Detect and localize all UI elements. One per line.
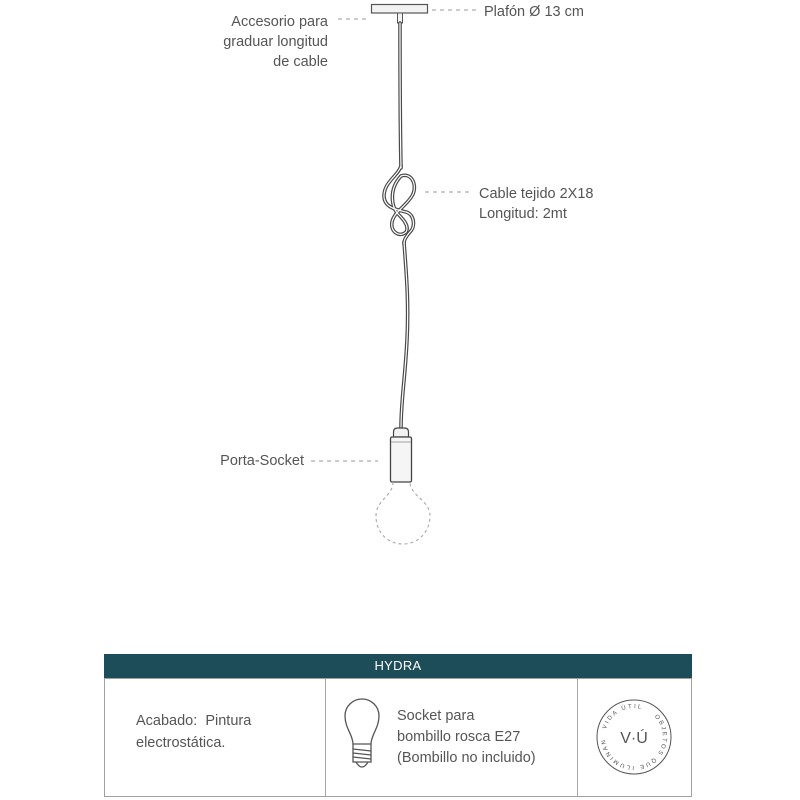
leader-lines — [311, 10, 477, 461]
adjuster-label-line-2: graduar longitud — [223, 34, 328, 50]
bulb-info-line-3: (Bombillo no incluido) — [397, 750, 536, 766]
cable-label-line-1: Cable tejido 2X18 — [479, 186, 594, 202]
logo-ring-text: OBJETOS QUE ILUMINAN — [600, 713, 668, 771]
bulb-outline-dashed — [376, 482, 430, 544]
socket-holder-label: Porta-Socket — [220, 453, 304, 469]
braided-cable — [384, 23, 414, 428]
logo-top-text: VIDA ÚTIL — [602, 703, 643, 731]
bulb-info-line-1: Socket para — [397, 708, 475, 724]
bulb-info-line-2: bombillo rosca E27 — [397, 729, 521, 745]
adjuster-label-line-3: de cable — [273, 54, 328, 70]
logo-mark: V·Ú — [620, 730, 648, 747]
table-divider — [577, 679, 578, 796]
finish-text-line-1: Acabado: Pintura — [136, 713, 252, 729]
canopy-label: Plafón Ø 13 cm — [484, 4, 584, 20]
cable-label-line-2: Longitud: 2mt — [479, 206, 567, 222]
canopy-shape — [372, 5, 428, 14]
adjuster-label-line-1: Accesorio para — [231, 14, 328, 30]
finish-text-line-2: electrostática. — [136, 735, 226, 751]
table-divider — [325, 679, 326, 796]
socket-holder-shape — [391, 428, 412, 482]
spec-table-title: HYDRA — [104, 654, 692, 678]
